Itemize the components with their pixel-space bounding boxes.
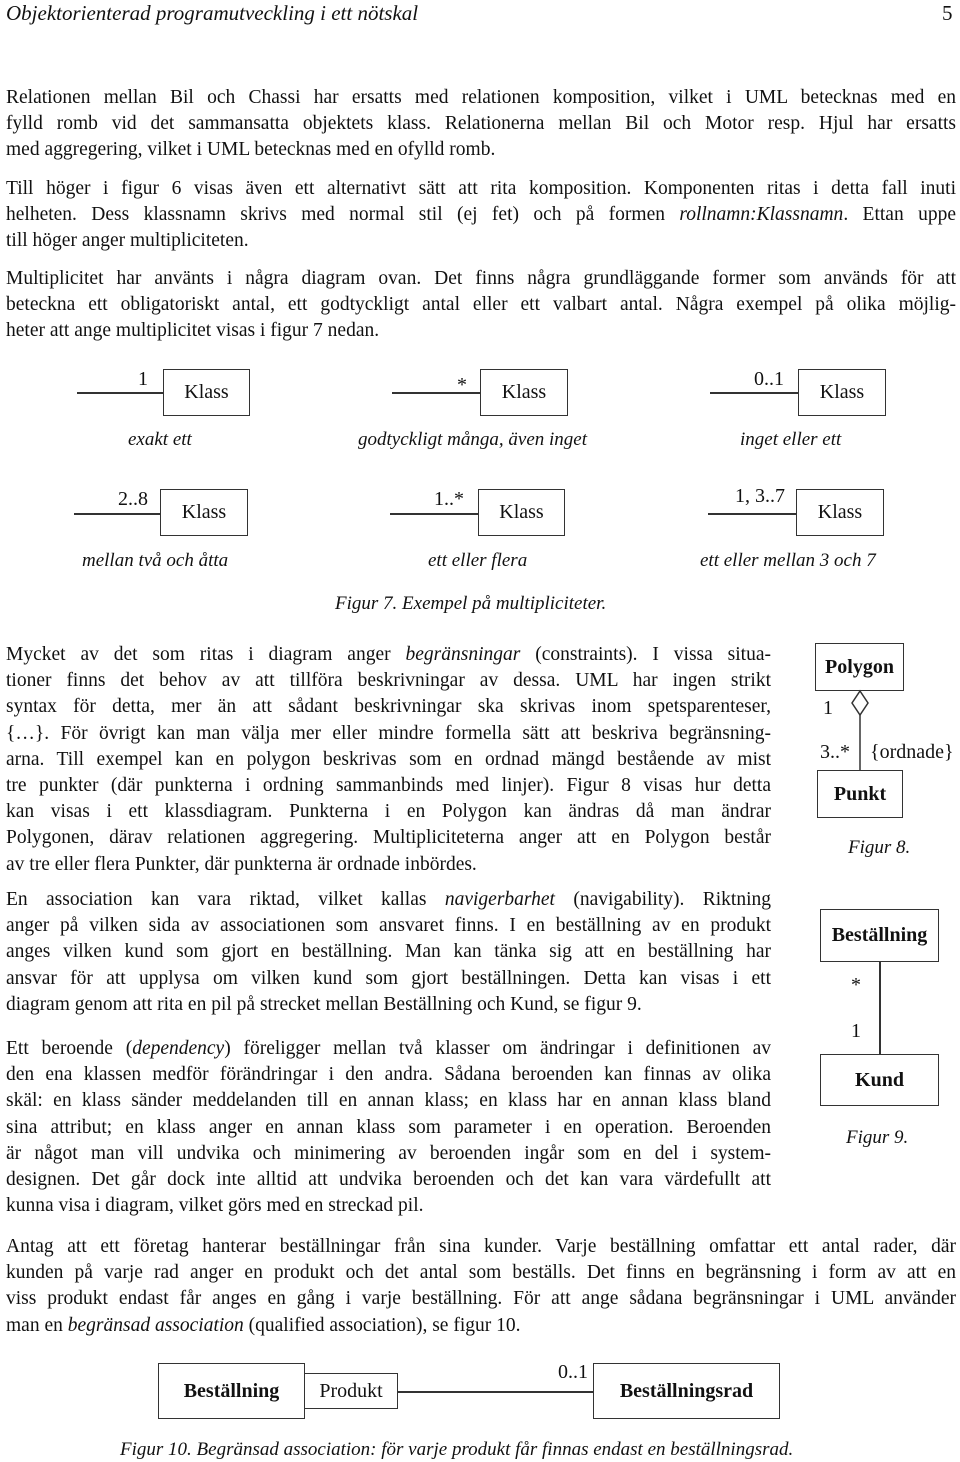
text-line: tre punkter (där punkterna i ordning sammanbinds med linjer). Figur 8 visas hur detta bbox=[6, 775, 771, 797]
multiplicity-caption: inget eller ett bbox=[740, 429, 842, 450]
text-line: Multiplicitet har använts i några diagram ovan. Det finns några grundläggande former som används för att bbox=[6, 268, 956, 289]
association-line bbox=[879, 962, 881, 1054]
multiplicity-caption: ett eller mellan 3 och 7 bbox=[700, 550, 876, 571]
figure-caption: Figur 9. bbox=[846, 1127, 909, 1148]
text-line: designen. Det går dock inte alltid att undvika beroenden och det kan vara värdefullt att bbox=[6, 1169, 771, 1191]
text-line: anges vilken kund som gjort en beställning. Man kan tänka sig att en beställning har bbox=[6, 941, 771, 963]
text-line: Antag att ett företag hanterar beställningar från sina kunder. Varje beställning omfattar ett antal rader, där bbox=[6, 1236, 956, 1257]
text-line: diagram genom att rita en pil på strecket mellan Beställning och Kund, se figur 9. bbox=[6, 993, 642, 1015]
text-line: viss produkt endast får anges en gång i varje beställning. För att ange sådana begränsningar i UML använder bbox=[6, 1288, 956, 1310]
class-box: Klass bbox=[796, 489, 884, 536]
multiplicity-label: 0..1 bbox=[754, 368, 784, 390]
class-box-bestallning: Beställning bbox=[158, 1363, 305, 1419]
multiplicity-label: 2..8 bbox=[118, 488, 148, 510]
text-line: med aggregering, vilket i UML betecknas med en ofylld romb. bbox=[6, 139, 496, 161]
text-line: anger på vilken sida av associationen som ansvaret finns. I en beställning av en produkt bbox=[6, 915, 771, 937]
class-box: Klass bbox=[163, 369, 250, 416]
multiplicity-label: * bbox=[457, 374, 467, 396]
text-line: är något man vill undvika och minimering av beroenden ingår som en del i system- bbox=[6, 1142, 771, 1164]
association-line bbox=[390, 513, 478, 515]
paragraph-multiplicity bbox=[6, 266, 956, 345]
text-line: syntax för detta, mer än att sådant beskrivningar ska skrivas inom spetsparenteser, bbox=[6, 696, 771, 718]
text-line: den ena klassen medför förändringar i den andra. Sådana beroenden kan finnas av olika bbox=[6, 1064, 771, 1086]
class-box: Klass bbox=[798, 369, 886, 416]
multiplicity-label: 1..* bbox=[434, 488, 464, 510]
multiplicity-caption: mellan två och åtta bbox=[82, 550, 229, 571]
text-line: Relationen mellan Bil och Chassi har ersatts med relationen komposition, vilket i UML betecknas med en bbox=[6, 87, 956, 108]
text-line: kunna visa i diagram, vilket görs med en streckad pil. bbox=[6, 1195, 424, 1217]
text-line: kan visas i ett klassdiagram. Punkterna i en Polygon kan ändras då man ändrar bbox=[6, 801, 771, 823]
text-line: arna. Till exempel kan en polygon beskrivas som en ordnad mängd bestående av mist bbox=[6, 748, 771, 770]
text-line: beteckna ett obligatoriskt antal, ett godtyckligt antal eller ett valbart antal. Några exempel på olika möjlig- bbox=[6, 294, 956, 316]
text-line: av tre eller flera Punkter, där punkterna är ordnade inbördes. bbox=[6, 853, 477, 875]
text-line: Till höger i figur 6 visas även ett alternativt sätt att rita komposition. Komponenten ritas i detta fall inuti bbox=[6, 178, 956, 199]
text-line: helheten. Dess klassnamn skrivs med normal stil (ej fet) och på formen rollnamn:Klassnamn. Ettan uppe bbox=[6, 204, 956, 226]
paragraph-navigability bbox=[6, 887, 771, 1018]
qualifier-box: Produkt bbox=[304, 1373, 398, 1409]
multiplicity-label: 3..* bbox=[820, 741, 850, 763]
multiplicity-label: 0..1 bbox=[558, 1361, 588, 1383]
multiplicity-label: 1 bbox=[823, 697, 833, 719]
class-box: Klass bbox=[160, 489, 248, 536]
multiplicity-label: 1 bbox=[138, 368, 148, 390]
figure-caption: Figur 10. Begränsad association: för varje produkt får finnas endast en beställningsrad. bbox=[120, 1439, 794, 1460]
text-line: till höger anger multipliciteten. bbox=[6, 230, 249, 252]
class-box-polygon: Polygon bbox=[815, 643, 904, 691]
text-line: skäl: en klass sänder meddelanden till en annan klass; en klass har en annan klass bland bbox=[6, 1090, 771, 1112]
association-line bbox=[74, 513, 160, 515]
association-line bbox=[77, 392, 163, 394]
text-line: sina attribut; en klass anger en annan klass som parameter i en operation. Beroenden bbox=[6, 1116, 771, 1138]
paragraph-composition bbox=[6, 85, 956, 164]
text-line: ansvar för att upplysa om vilken kund som gjort beställningen. Detta kan visas i ett bbox=[6, 967, 771, 989]
text-line: Ett beroende (dependency) föreligger mellan två klasser om ändringar i definitionen av bbox=[6, 1038, 771, 1059]
association-line bbox=[398, 1391, 593, 1393]
text-line: tioner finns det behov av att tillföra beskrivningar av dessa. UML har ingen strikt bbox=[6, 670, 771, 692]
multiplicity-caption: godtyckligt många, även inget bbox=[358, 429, 587, 450]
multiplicity-label: 1 bbox=[851, 1020, 861, 1042]
page-number: 5 bbox=[942, 1, 953, 25]
figure-caption: Figur 8. bbox=[848, 837, 911, 858]
class-box-bestallning: Beställning bbox=[820, 909, 939, 962]
paragraph-alternative-composition bbox=[6, 176, 956, 255]
paragraph-constraints bbox=[6, 642, 771, 878]
text-line: fylld romb vid det sammansatta objektets klass. Relationerna mellan Bil och Motor resp. Hjul har ersatts bbox=[6, 113, 956, 135]
multiplicity-caption: exakt ett bbox=[128, 429, 192, 450]
paragraph-dependency bbox=[6, 1036, 771, 1219]
hollow-diamond-icon bbox=[852, 691, 868, 715]
association-line bbox=[708, 513, 796, 515]
class-box: Klass bbox=[478, 489, 565, 536]
figure-caption: Figur 7. Exempel på multipliciteter. bbox=[335, 593, 607, 614]
multiplicity-label: * bbox=[851, 974, 861, 996]
paragraph-qualified-association bbox=[6, 1234, 956, 1339]
association-line bbox=[710, 392, 798, 394]
class-box-punkt: Punkt bbox=[817, 770, 903, 818]
text-line: Mycket av det som ritas i diagram anger begränsningar (constraints). I vissa situa- bbox=[6, 644, 771, 665]
running-header-title: Objektorienterad programutveckling i ett nötskal bbox=[6, 1, 419, 25]
text-line: Polygonen, därav relationen aggregering. Multipliciteterna anger att en Polygon består bbox=[6, 827, 771, 849]
text-line: man en begränsad association (qualified association), se figur 10. bbox=[6, 1314, 521, 1336]
text-line: En association kan vara riktad, vilket kallas navigerbarhet (navigability). Riktning bbox=[6, 889, 771, 910]
text-line: heter att ange multiplicitet visas i figur 7 nedan. bbox=[6, 320, 380, 342]
class-box-kund: Kund bbox=[820, 1054, 939, 1106]
class-box-bestallningsrad: Beställningsrad bbox=[593, 1363, 780, 1419]
text-line: kunden på varje rad anger en produkt och det antal som beställs. Det finns en begränsning i form av att en bbox=[6, 1262, 956, 1284]
text-line: {…}. För övrigt kan man välja mer eller mindre formella sätt att beskriva begränsning- bbox=[6, 722, 771, 744]
constraint-label: {ordnade} bbox=[870, 741, 954, 763]
multiplicity-label: 1, 3..7 bbox=[735, 485, 785, 507]
multiplicity-caption: ett eller flera bbox=[428, 550, 528, 571]
class-box: Klass bbox=[480, 369, 568, 416]
